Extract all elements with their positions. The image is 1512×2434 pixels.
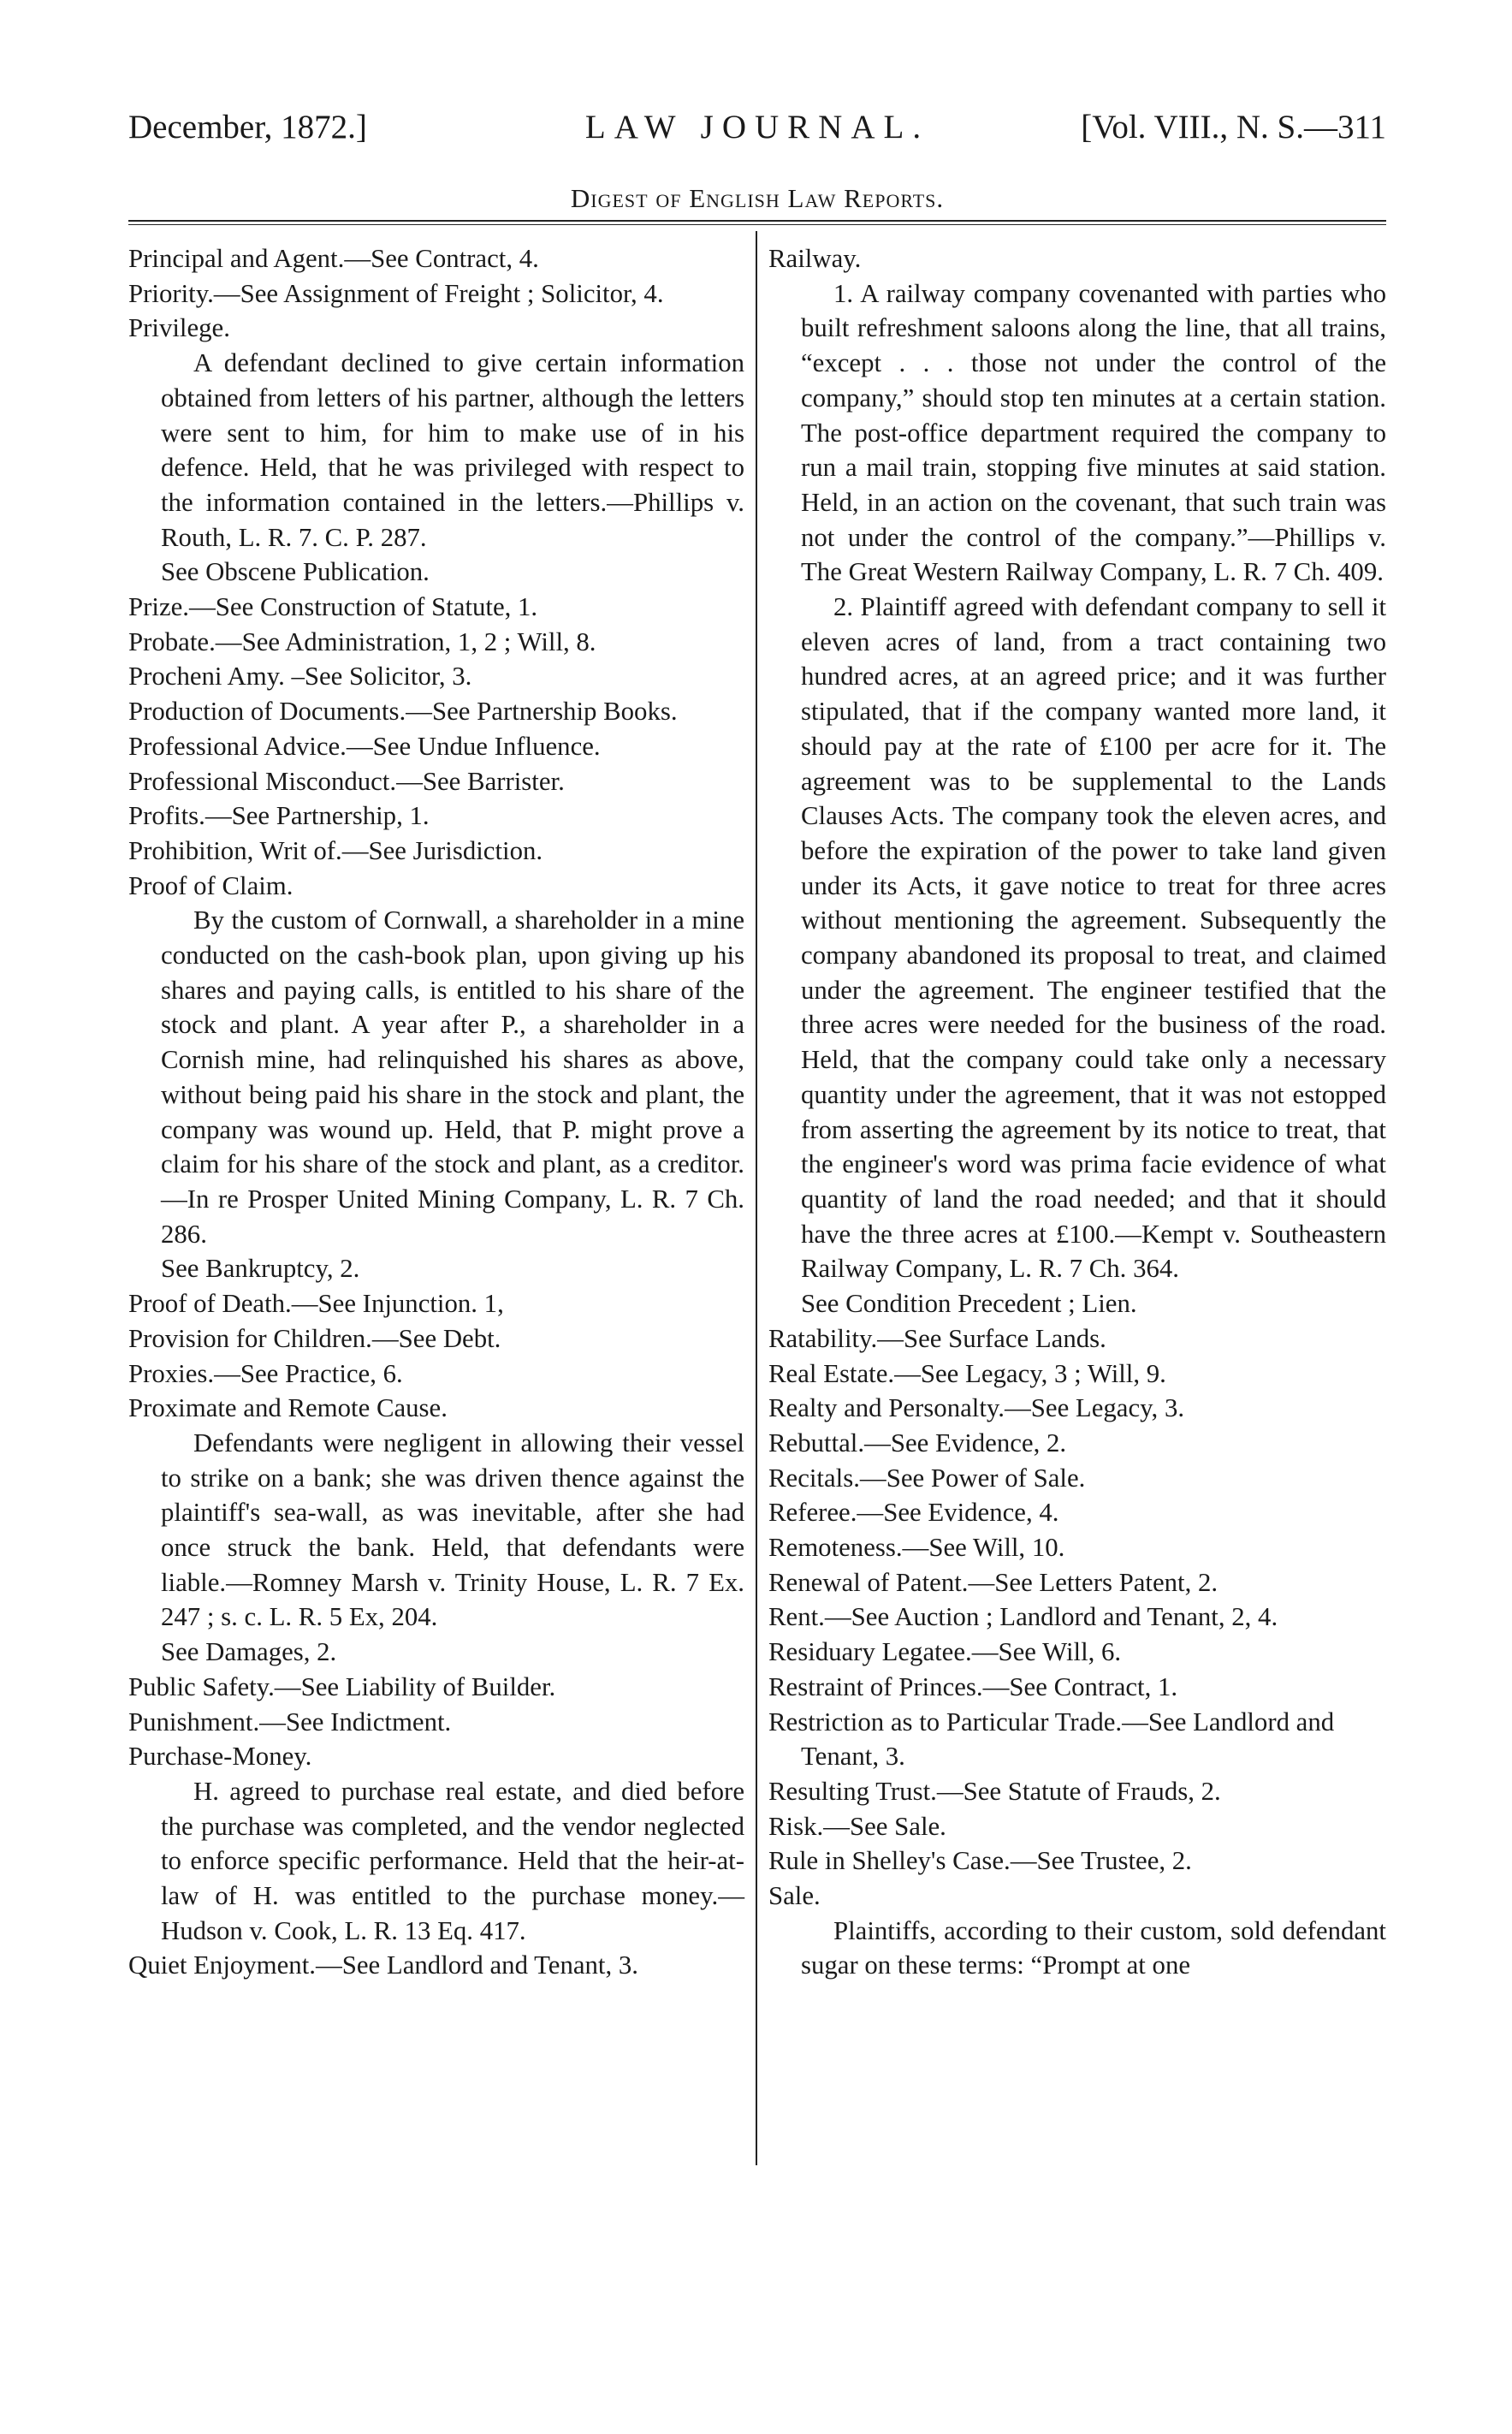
case-summary: A defendant declined to give certain information obtained from letters of his partner, although the letters were sent to him, for him to make use of in his defence. Held, that he was privileged with respect to the information contained in the letters.—Phillips v. Routh, L. R. 7. C. P. 287. bbox=[161, 348, 744, 552]
digest-entry: Residuary Legatee.—See Will, 6. bbox=[768, 1637, 1122, 1667]
case-summary: 1. A railway company covenanted with parties who built refreshment saloons along the line, that all trains, “except . . . those not under the control of the company,” should stop ten minutes at a certain station. The post-office department required the company to run a mail train, stopping five minutes at said station. Held, in an action on the covenant, that such train was not under the control of the company.”—Phillips v. The Great Western Railway Company, L. R. 7 Ch. 409. bbox=[801, 278, 1386, 587]
digest-entry: Referee.—See Evidence, 4. bbox=[768, 1498, 1059, 1528]
see-also-reference: See Damages, 2. bbox=[161, 1637, 337, 1667]
digest-entry: Profits.—See Partnership, 1. bbox=[128, 801, 430, 831]
section-title: Digest of English Law Reports. bbox=[570, 183, 945, 213]
digest-entry: Railway. bbox=[768, 244, 862, 273]
see-also-reference: See Bankruptcy, 2. bbox=[161, 1254, 360, 1284]
digest-entry: Restraint of Princes.—See Contract, 1. bbox=[768, 1671, 1178, 1701]
digest-entry: Ratability.—See Surface Lands. bbox=[768, 1323, 1106, 1353]
digest-entry: Procheni Amy. –See Solicitor, 3. bbox=[128, 662, 472, 692]
digest-entry: Professional Advice.—See Undue Influence. bbox=[128, 731, 601, 761]
digest-entry: Risk.—See Sale. bbox=[768, 1811, 946, 1841]
digest-entry: Restriction as to Particular Trade.—See Landlord and Tenant, 3. bbox=[768, 1707, 1335, 1772]
running-header bbox=[128, 101, 1386, 152]
digest-entry: Public Safety.—See Liability of Builder. bbox=[128, 1671, 556, 1701]
header-date: December, 1872.] bbox=[128, 109, 367, 145]
right-column bbox=[768, 241, 1386, 1983]
digest-entry: Quiet Enjoyment.—See Landlord and Tenant, 3. bbox=[128, 1950, 638, 1980]
digest-entry: Real Estate.—See Legacy, 3 ; Will, 9. bbox=[768, 1358, 1166, 1388]
case-summary: By the custom of Cornwall, a shareholder in a mine conducted on the cash-book plan, upon giving up his shares and paying calls, is entitled to his share of the stock and plant. A year after P., a shareholder in a Cornish mine, had relinquished his shares as above, without being paid his share in the stock and plant, the company was wound up. Held, that P. might prove a claim for his share of the stock and plant, as a creditor.—In re Prosper United Mining Company, L. R. 7 Ch. 286. bbox=[161, 905, 744, 1249]
see-also-reference: See Condition Precedent ; Lien. bbox=[801, 1289, 1137, 1319]
digest-entry: Prize.—See Construction of Statute, 1. bbox=[128, 592, 538, 622]
digest-entry: Rent.—See Auction ; Landlord and Tenant, 2, 4. bbox=[768, 1602, 1278, 1632]
digest-entry: Punishment.—See Indictment. bbox=[128, 1707, 452, 1736]
digest-entry: Rule in Shelley's Case.—See Trustee, 2. bbox=[768, 1846, 1192, 1876]
digest-entry: Recitals.—See Power of Sale. bbox=[768, 1463, 1086, 1493]
digest-entry: Proof of Death.—See Injunction. 1, bbox=[128, 1289, 504, 1319]
digest-entry: Provision for Children.—See Debt. bbox=[128, 1323, 501, 1353]
digest-entry: Prohibition, Writ of.—See Jurisdiction. bbox=[128, 835, 543, 865]
digest-entry: Principal and Agent.—See Contract, 4. bbox=[128, 244, 539, 273]
case-summary: Defendants were negligent in allowing their vessel to strike on a bank; she was driven thence against the plaintiff's sea-wall, as was inevitable, after she had once struck the bank. Held, that defendants were liable.—Romney Marsh v. Trinity House, L. R. 7 Ex. 247 ; s. c. L. R. 5 Ex, 204. bbox=[161, 1428, 744, 1632]
digest-entry: Realty and Personalty.—See Legacy, 3. bbox=[768, 1393, 1185, 1423]
header-journal-title: LAW JOURNAL. bbox=[584, 109, 930, 145]
column-divider bbox=[756, 231, 757, 2165]
case-summary: Plaintiffs, according to their custom, sold defendant sugar on these terms: “Prompt at one bbox=[801, 1915, 1386, 1980]
digest-entry: Priority.—See Assignment of Freight ; Solicitor, 4. bbox=[128, 278, 664, 308]
digest-entry: Rebuttal.—See Evidence, 2. bbox=[768, 1428, 1067, 1457]
header-rule bbox=[128, 220, 1386, 222]
see-also-reference: See Obscene Publication. bbox=[161, 557, 430, 587]
header-volume-page: [Vol. VIII., N. S.—311 bbox=[1081, 109, 1386, 145]
digest-entry: Purchase-Money. bbox=[128, 1742, 312, 1772]
case-summary: H. agreed to purchase real estate, and died before the purchase was completed, and the vendor neglected to enforce specific performance. Held that the heir-at-law of H. was entitled to the purchase money.—Hudson v. Cook, L. R. 13 Eq. 417. bbox=[161, 1776, 744, 1945]
digest-entry: Professional Misconduct.—See Barrister. bbox=[128, 766, 565, 796]
digest-entry: Proof of Claim. bbox=[128, 870, 294, 900]
left-column bbox=[128, 241, 744, 1983]
header-rule-thin bbox=[128, 224, 1386, 225]
digest-entry: Proxies.—See Practice, 6. bbox=[128, 1358, 403, 1388]
digest-entry: Production of Documents.—See Partnership Books. bbox=[128, 697, 678, 727]
digest-entry: Probate.—See Administration, 1, 2 ; Will, 8. bbox=[128, 626, 596, 656]
digest-entry: Remoteness.—See Will, 10. bbox=[768, 1533, 1065, 1563]
case-summary: 2. Plaintiff agreed with defendant company to sell it eleven acres of land, from a tract containing two hundred acres, at an agreed price; and it was further stipulated, that if the company wanted more land, it should pay at the rate of £100 per acre for it. The agreement was to be supplemental to the Lands Clauses Acts. The company took the eleven acres, and before the expiration of the power to take land given under its Acts, it gave notice to treat for three acres without mentioning the agreement. Subsequently the company abandoned its proposal to treat, and claimed under the agreement. The engineer testified that the three acres were needed for the business of the road. Held, that the company could take only a necessary quantity under the agreement, that it was not estopped from asserting the agreement by its notice to treat, that the engineer's word was prima facie evidence of what quantity of land the road needed; and that it should have the three acres at £100.—Kempt v. Southeastern Railway Company, L. R. 7 Ch. 364. bbox=[801, 592, 1386, 1284]
digest-entry: Resulting Trust.—See Statute of Frauds, 2. bbox=[768, 1776, 1221, 1806]
digest-entry: Sale. bbox=[768, 1881, 821, 1911]
digest-entry: Renewal of Patent.—See Letters Patent, 2. bbox=[768, 1567, 1218, 1597]
digest-entry: Privilege. bbox=[128, 313, 230, 343]
digest-entry: Proximate and Remote Cause. bbox=[128, 1393, 448, 1423]
